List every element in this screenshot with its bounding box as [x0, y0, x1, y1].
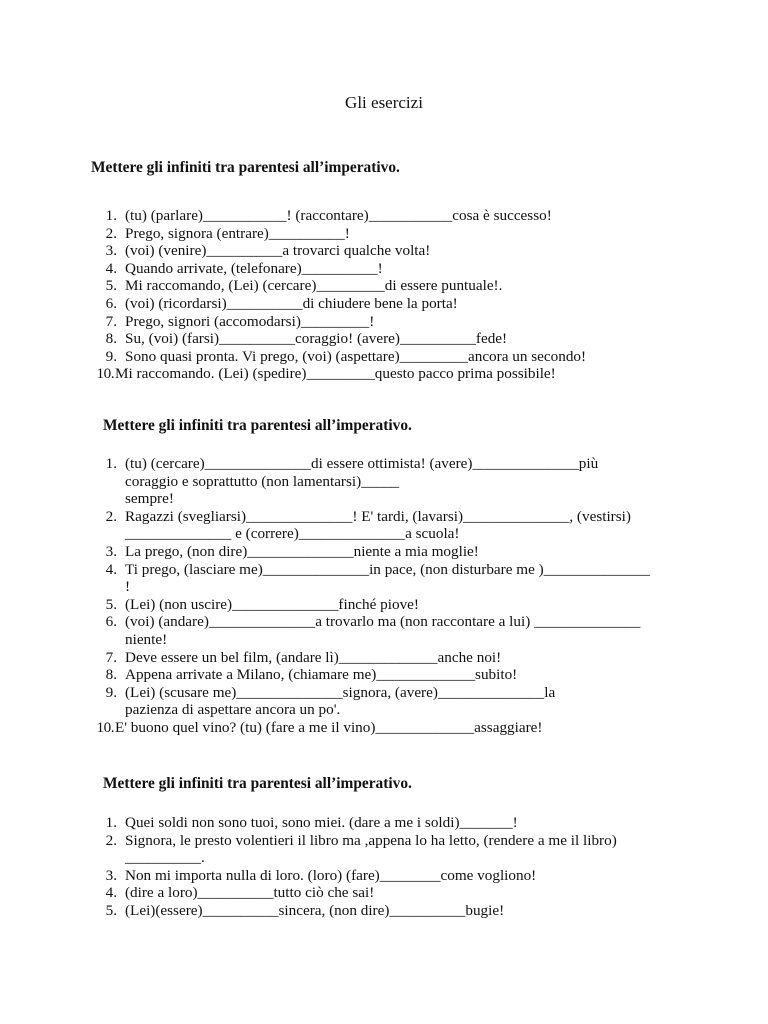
- list-item: [90, 508, 710, 543]
- item-text: (voi) (andare)______________a trovarlo ma (non raccontare a lui) ______________: [125, 613, 641, 631]
- list-item: [90, 613, 710, 648]
- section-2-heading: Mettere gli infiniti tra parentesi all’imperativo.: [103, 417, 412, 434]
- list-item: [90, 884, 710, 902]
- item-text: Signora, le presto volentieri il libro ma ,appena lo ha letto, (rendere a me il libro): [125, 831, 617, 849]
- item-text: Prego, signori (accomodarsi)_________!: [125, 312, 375, 330]
- list-item: [90, 313, 710, 331]
- list-item: [90, 365, 710, 383]
- item-number: 6.: [105, 294, 117, 312]
- item-text: (Lei) (non uscire)______________finché piove!: [125, 595, 419, 613]
- item-number: 2.: [105, 831, 117, 849]
- item-number: 10.: [96, 718, 114, 736]
- list-item: [90, 814, 710, 832]
- list-item: [90, 207, 710, 225]
- page-title: Gli esercizi: [345, 93, 423, 112]
- item-text: E' buono quel vino? (tu) (fare a me il vino)_____________assaggiare!: [115, 718, 543, 736]
- list-item: [90, 277, 710, 295]
- list-item: [90, 225, 710, 243]
- list-item: [90, 242, 710, 260]
- item-number: 8.: [105, 330, 117, 348]
- item-text: Sono quasi pronta. Vi prego, (voi) (aspettare)_________ancora un secondo!: [125, 347, 587, 365]
- item-text: La prego, (non dire)______________niente a mia moglie!: [125, 542, 479, 560]
- item-number: 3.: [105, 866, 117, 884]
- item-text-line: niente!: [125, 630, 168, 648]
- item-number: 3.: [105, 542, 117, 560]
- item-number: 5.: [105, 901, 117, 919]
- item-text: Su, (voi) (farsi)__________coraggio! (avere)__________fede!: [125, 330, 508, 348]
- item-number: 4.: [105, 259, 117, 277]
- list-item: [90, 260, 710, 278]
- item-text: Deve essere un bel film, (andare lì)_____________anche noi!: [125, 648, 502, 666]
- item-text: Ti prego, (lasciare me)______________in pace, (non disturbare me )______________: [125, 560, 650, 578]
- item-text-line: __________.: [125, 849, 205, 867]
- item-number: 5.: [105, 595, 117, 613]
- item-number: 8.: [105, 666, 117, 684]
- item-number: 1.: [105, 455, 117, 472]
- item-number: 5.: [105, 277, 117, 295]
- item-number: 3.: [105, 242, 117, 260]
- section-1-exercise-list: [90, 207, 710, 383]
- item-text: Quando arrivate, (telefonare)__________!: [125, 259, 383, 277]
- list-item: [90, 832, 710, 867]
- list-item: [90, 867, 710, 885]
- item-text-line: coraggio e soprattutto (non lamentarsi)_____: [125, 472, 400, 490]
- section-1-heading: Mettere gli infiniti tra parentesi all’imperativo.: [91, 159, 400, 176]
- list-item: [90, 596, 710, 614]
- list-item: [90, 649, 710, 667]
- item-number: 1.: [105, 207, 117, 224]
- item-number: 4.: [105, 560, 117, 578]
- item-text: Mi raccomando. (Lei) (spedire)_________questo pacco prima possibile!: [115, 365, 556, 383]
- list-item: [90, 684, 710, 719]
- section-3-exercise-list: [90, 814, 710, 920]
- list-item: [90, 719, 710, 737]
- item-text: (tu) (cercare)______________di essere ottimista! (avere)______________più: [125, 455, 599, 472]
- item-number: 10.: [96, 365, 114, 383]
- item-text: (dire a loro)__________tutto ciò che sai!: [125, 884, 375, 902]
- item-text: (voi) (venire)__________a trovarci qualche volta!: [125, 242, 431, 260]
- item-text: Ragazzi (svegliarsi)______________! E' tardi, (lavarsi)______________, (vestirsi): [125, 507, 631, 525]
- item-text-line: ______________ e (correre)______________a scuola!: [125, 525, 460, 543]
- list-item: [90, 561, 710, 596]
- item-number: 9.: [105, 347, 117, 365]
- item-text: Appena arrivate a Milano, (chiamare me)_____________subito!: [125, 666, 518, 684]
- item-number: 7.: [105, 312, 117, 330]
- section-3-heading: Mettere gli infiniti tra parentesi all’imperativo.: [103, 775, 412, 792]
- item-text: Quei soldi non sono tuoi, sono miei. (dare a me i soldi)_______!: [125, 814, 518, 831]
- item-number: 9.: [105, 683, 117, 701]
- list-item: [90, 902, 710, 920]
- list-item: [90, 455, 710, 508]
- item-text: Mi raccomando, (Lei) (cercare)_________di essere puntuale!.: [125, 277, 503, 295]
- item-text: Prego, signora (entrare)__________!: [125, 224, 350, 242]
- section-2-exercise-list: [90, 455, 710, 737]
- item-text: (tu) (parlare)___________! (raccontare)___________cosa è successo!: [125, 207, 552, 224]
- item-text: (voi) (ricordarsi)__________di chiudere bene la porta!: [125, 294, 458, 312]
- list-item: [90, 295, 710, 313]
- item-text: Non mi importa nulla di loro. (loro) (fare)________come vogliono!: [125, 866, 537, 884]
- list-item: [90, 666, 710, 684]
- item-text-line: sempre!: [125, 490, 174, 508]
- item-number: 7.: [105, 648, 117, 666]
- list-item: [90, 543, 710, 561]
- item-number: 4.: [105, 884, 117, 902]
- item-number: 2.: [105, 507, 117, 525]
- item-number: 6.: [105, 613, 117, 631]
- item-text-line: !: [125, 578, 131, 596]
- item-number: 1.: [105, 814, 117, 831]
- item-text-line: pazienza di aspettare ancora un po'.: [125, 701, 341, 719]
- item-text: (Lei)(essere)__________sincera, (non dire)__________bugie!: [125, 901, 505, 919]
- item-number: 2.: [105, 224, 117, 242]
- list-item: [90, 330, 710, 348]
- list-item: [90, 348, 710, 366]
- item-text: (Lei) (scusare me)______________signora, (avere)______________la: [125, 683, 556, 701]
